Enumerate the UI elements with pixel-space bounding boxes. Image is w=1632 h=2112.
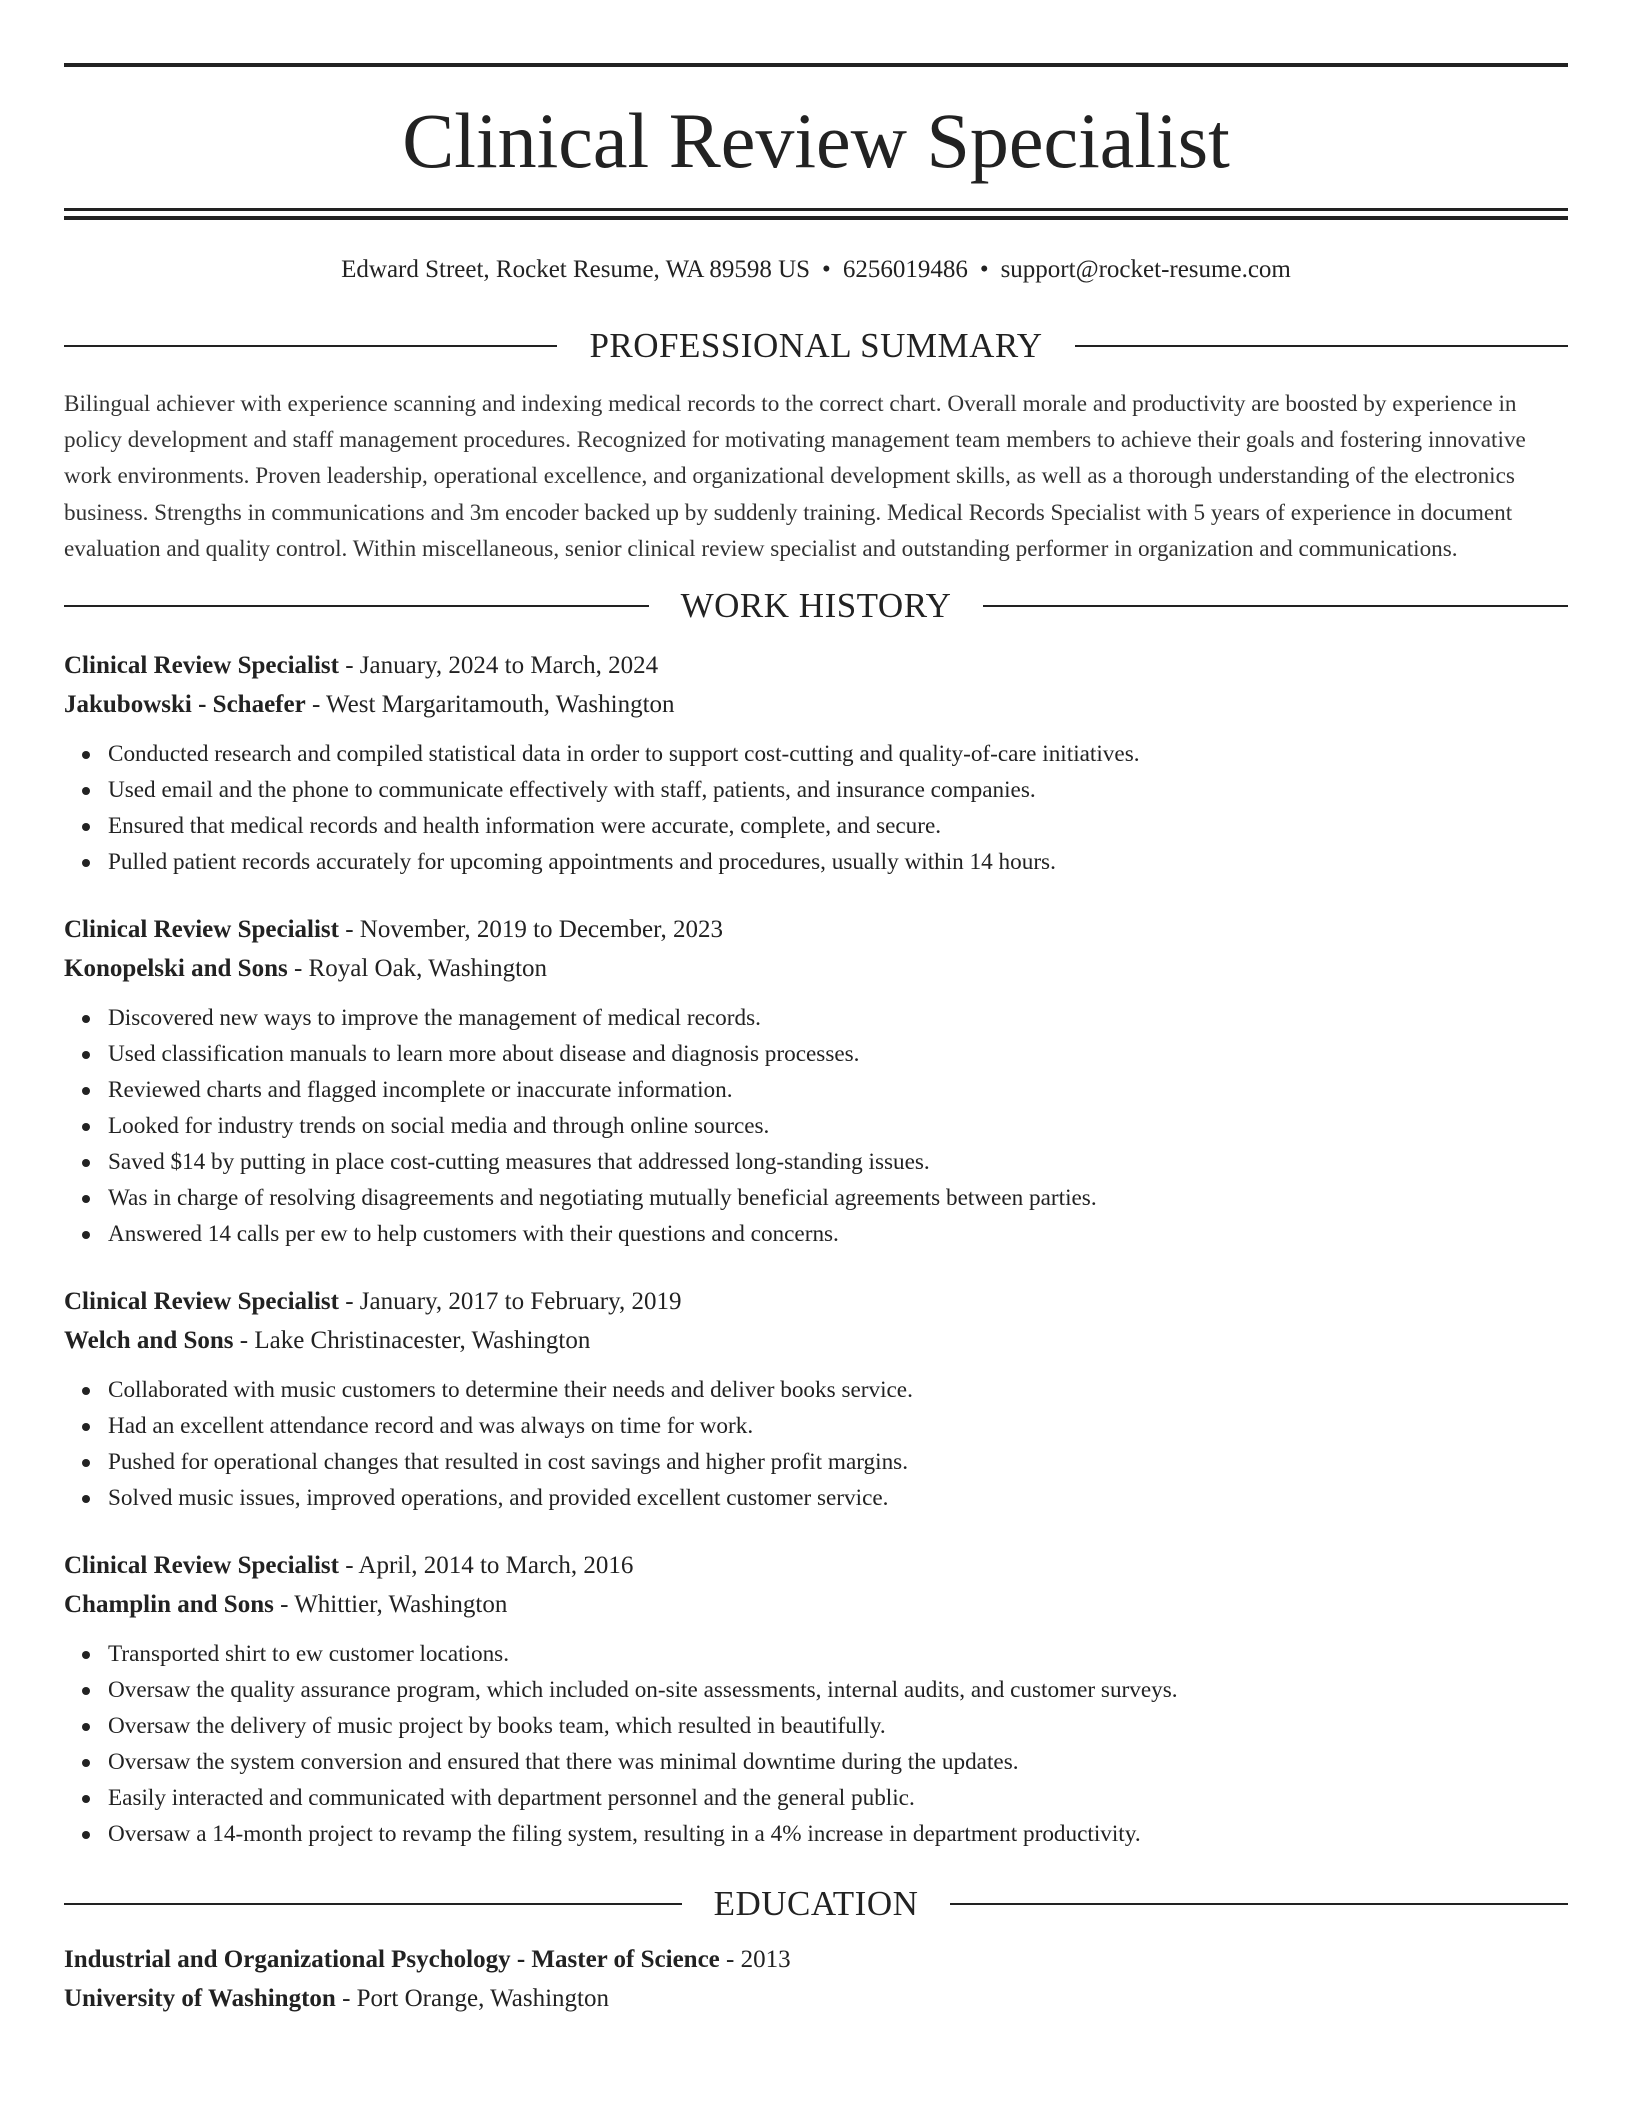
job-entry xyxy=(64,1546,1568,1852)
job-title-line xyxy=(64,1282,1568,1321)
job-role: Clinical Review Specialist xyxy=(64,1552,339,1580)
list-item: Pulled patient records accurately for upcoming appointments and procedures, usually within 14 hours. xyxy=(108,844,1568,880)
education-entry xyxy=(64,1940,1568,2018)
education-heading xyxy=(64,1882,1568,1926)
job-company-line xyxy=(64,1321,1568,1360)
divider-line xyxy=(64,605,649,607)
job-location: - Royal Oak, Washington xyxy=(287,955,548,983)
contact-address: Edward Street, Rocket Resume, WA 89598 US xyxy=(341,256,811,283)
job-dates: - January, 2017 to February, 2019 xyxy=(338,1288,682,1316)
job-bullets xyxy=(64,1372,1568,1516)
summary-text: Bilingual achiever with experience scanning and indexing medical records to the correct chart. Overall morale and productivity are boosted by experience in policy development and staff management procedures. Recognized for motivating management team members to achieve their goals and fostering innovative work environments. Proven leadership, operational excellence, and organizational development skills, as well as a thorough understanding of the electronics business. Strengths in communications and 3m encoder backed up by suddenly training. Medical Records Specialist with 5 years of experience in document evaluation and quality control. Within miscellaneous, senior clinical review specialist and outstanding performer in organization and communications. xyxy=(64,391,1526,562)
divider-line xyxy=(1075,345,1568,347)
list-item: Discovered new ways to improve the management of medical records. xyxy=(108,1000,1568,1036)
summary-title: PROFESSIONAL SUMMARY xyxy=(589,326,1043,365)
job-bullets xyxy=(64,736,1568,880)
education-school-line xyxy=(64,1979,1568,2018)
divider-line xyxy=(64,1903,682,1905)
contact-separator: • xyxy=(822,256,831,283)
education-year: - 2013 xyxy=(719,1946,791,1974)
job-bullets xyxy=(64,1000,1568,1252)
education-location: - Port Orange, Washington xyxy=(335,1985,609,2013)
list-item: Oversaw the quality assurance program, which included on-site assessments, internal audits, and customer surveys. xyxy=(108,1672,1568,1708)
list-item: Saved $14 by putting in place cost-cutting measures that addressed long-standing issues. xyxy=(108,1144,1568,1180)
contact-email: support@rocket-resume.com xyxy=(1000,256,1291,283)
list-item: Solved music issues, improved operations, and provided excellent customer service. xyxy=(108,1480,1568,1516)
job-company-line xyxy=(64,685,1568,724)
job-title-line xyxy=(64,1546,1568,1585)
job-role: Clinical Review Specialist xyxy=(64,916,339,944)
job-entry xyxy=(64,910,1568,1252)
list-item: Oversaw a 14-month project to revamp the filing system, resulting in a 4% increase in department productivity. xyxy=(108,1816,1568,1852)
contact-line xyxy=(64,250,1568,290)
education-school: University of Washington xyxy=(64,1985,336,2013)
job-dates: - November, 2019 to December, 2023 xyxy=(338,916,723,944)
job-company: Welch and Sons xyxy=(64,1327,234,1355)
job-dates: - January, 2024 to March, 2024 xyxy=(338,652,659,680)
resume-page xyxy=(64,0,1568,2018)
job-bullets xyxy=(64,1636,1568,1852)
job-dates: - April, 2014 to March, 2016 xyxy=(338,1552,634,1580)
list-item: Easily interacted and communicated with department personnel and the general public. xyxy=(108,1780,1568,1816)
list-item: Collaborated with music customers to determine their needs and deliver books service. xyxy=(108,1372,1568,1408)
work-heading xyxy=(64,584,1568,628)
list-item: Looked for industry trends on social media and through online sources. xyxy=(108,1108,1568,1144)
list-item: Had an excellent attendance record and was always on time for work. xyxy=(108,1408,1568,1444)
contact-phone: 6256019486 xyxy=(842,256,968,283)
job-role: Clinical Review Specialist xyxy=(64,1288,339,1316)
divider-line xyxy=(983,605,1568,607)
list-item: Oversaw the delivery of music project by books team, which resulted in beautifully. xyxy=(108,1708,1568,1744)
job-title-line xyxy=(64,910,1568,949)
top-rule xyxy=(64,63,1568,67)
divider-line xyxy=(64,345,557,347)
job-company: Jakubowski - Schaefer xyxy=(64,691,306,719)
education-degree: Industrial and Organizational Psychology - Master of Science xyxy=(64,1946,720,1974)
job-location: - Whittier, Washington xyxy=(273,1591,508,1619)
job-company: Champlin and Sons xyxy=(64,1591,274,1619)
job-title-line xyxy=(64,646,1568,685)
list-item: Used classification manuals to learn more about disease and diagnosis processes. xyxy=(108,1036,1568,1072)
list-item: Pushed for operational changes that resulted in cost savings and higher profit margins. xyxy=(108,1444,1568,1480)
resume-name: Clinical Review Specialist xyxy=(402,97,1230,184)
job-location: - West Margaritamouth, Washington xyxy=(305,691,675,719)
job-company-line xyxy=(64,949,1568,988)
list-item: Answered 14 calls per ew to help customers with their questions and concerns. xyxy=(108,1216,1568,1252)
list-item: Used email and the phone to communicate effectively with staff, patients, and insurance companies. xyxy=(108,772,1568,808)
education-degree-line xyxy=(64,1940,1568,1979)
job-role: Clinical Review Specialist xyxy=(64,652,339,680)
list-item: Conducted research and compiled statistical data in order to support cost-cutting and quality-of-care initiatives. xyxy=(108,736,1568,772)
job-entry xyxy=(64,646,1568,880)
summary-heading xyxy=(64,324,1568,368)
list-item: Oversaw the system conversion and ensured that there was minimal downtime during the updates. xyxy=(108,1744,1568,1780)
education-title: EDUCATION xyxy=(713,1884,919,1924)
job-entry xyxy=(64,1282,1568,1516)
job-company-line xyxy=(64,1585,1568,1624)
list-item: Was in charge of resolving disagreements and negotiating mutually beneficial agreements between parties. xyxy=(108,1180,1568,1216)
job-location: - Lake Christinacester, Washington xyxy=(233,1327,591,1355)
list-item: Transported shirt to ew customer locations. xyxy=(108,1636,1568,1672)
name-double-rule xyxy=(64,208,1568,220)
contact-separator: • xyxy=(979,256,989,283)
list-item: Reviewed charts and flagged incomplete or inaccurate information. xyxy=(108,1072,1568,1108)
work-title: WORK HISTORY xyxy=(680,586,952,626)
list-item: Ensured that medical records and health information were accurate, complete, and secure. xyxy=(108,808,1568,844)
job-company: Konopelski and Sons xyxy=(64,955,288,983)
divider-line xyxy=(950,1903,1568,1905)
